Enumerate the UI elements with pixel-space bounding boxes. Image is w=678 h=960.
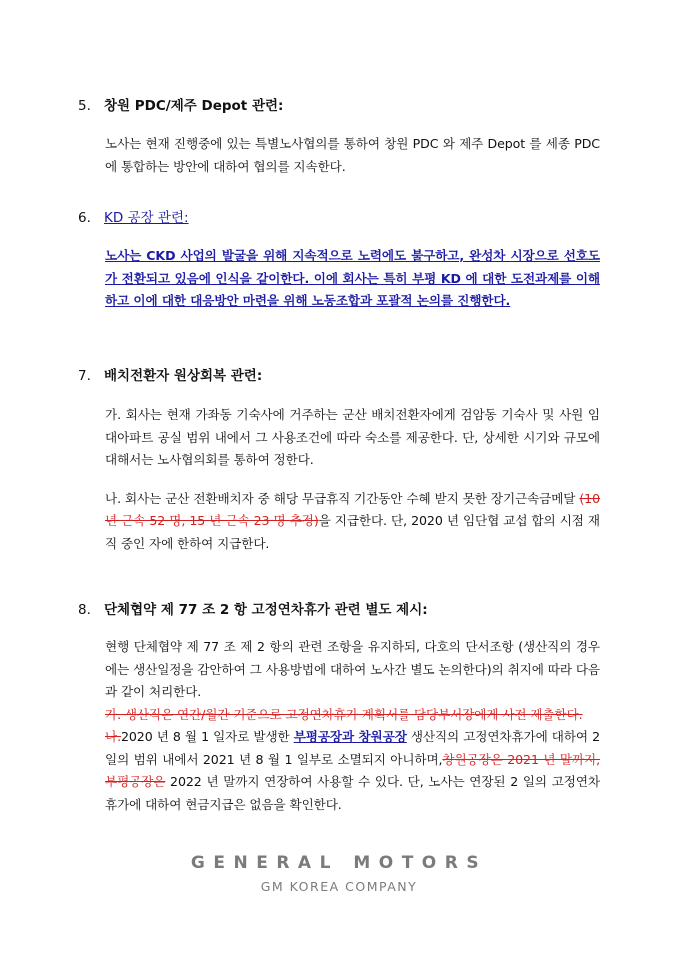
section-title: 배치전환자 원상회복 관련: bbox=[104, 368, 263, 384]
highlighted-plants: 부평공장과 창원공장 bbox=[293, 729, 407, 744]
section-7-para-ga: 가. 회사는 현재 가좌동 기숙사에 거주하는 군산 배치전환자에게 검암동 기숙사 및 사원 임대아파트 공실 범위 내에서 그 사용조건에 따라 숙소를 제공한다. 단, 상세한 시기와 규모에 대해서는 노사협의회를 통하여 정한다. bbox=[105, 407, 600, 467]
section-6-heading bbox=[78, 208, 600, 228]
brand-wordmark: GENERAL MOTORS bbox=[190, 853, 488, 873]
brand-subtitle: GM KOREA COMPANY bbox=[260, 879, 418, 894]
section-5-heading bbox=[78, 96, 600, 116]
section-number: 7. bbox=[78, 368, 91, 384]
section-8-para-na bbox=[78, 726, 600, 816]
section-number: 8. bbox=[78, 602, 91, 618]
text-run: 2020 년 8 월 1 일자로 발생한 bbox=[120, 729, 294, 744]
struck-text: 창원공장은 2021 년 말까지, 부평공장은 bbox=[105, 751, 600, 789]
section-6-body: 노사는 CKD 사업의 발굴을 위해 지속적으로 노력에도 불구하고, 완성차 시장으로 선호도가 전환되고 있음에 인식을 같이한다. 이에 회사는 특히 부평 KD 에 대한 도전과제를 이해하고 이에 대한 대응방안 마련을 위해 노동조합과 포괄적 논의를 진행한다. bbox=[105, 248, 600, 308]
section-7 bbox=[78, 366, 600, 555]
section-7-heading bbox=[78, 366, 600, 386]
section-8 bbox=[78, 600, 600, 816]
text-run: 생산직의 고정연차휴가에 대하여 2 일의 범위 내에서 2021 년 8 월 1 일부로 소멸되지 아니하며, bbox=[105, 729, 600, 767]
section-8-para-intro: 현행 단체협약 제 77 조 제 2 항의 관련 조항을 유지하되, 다호의 단서조항 (생산직의 경우에는 생산일정을 감안하여 그 사용방법에 대하여 노사간 별도 논의한다)의 취지에 따라 다음과 같이 처리한다. bbox=[105, 639, 600, 699]
text-run: 2022 년 말까지 연장하여 사용할 수 있다. 단, 노사는 연장된 2 일의 고정연차휴가에 대하여 현금지급은 없음을 확인한다. bbox=[105, 774, 600, 812]
section-6 bbox=[78, 208, 600, 313]
struck-text: 나. bbox=[105, 729, 121, 744]
section-title: 단체협약 제 77 조 2 항 고정연차휴가 관련 별도 제시: bbox=[104, 602, 428, 618]
section-8-heading bbox=[78, 600, 600, 620]
section-number: 6. bbox=[78, 210, 91, 226]
section-title: 창원 PDC/제주 Depot 관련: bbox=[104, 98, 284, 114]
footer-logo bbox=[0, 853, 678, 894]
section-title: KD 공장 관련: bbox=[104, 210, 189, 226]
section-number: 5. bbox=[78, 98, 91, 114]
section-7-para-na bbox=[78, 488, 600, 556]
section-8-struck-ga: 가. 생산직은 연간/월간 기준으로 고정연차휴가 계획서를 담당부서장에게 사전 제출한다. bbox=[105, 706, 583, 722]
text-run: 나. 회사는 군산 전환배치자 중 해당 무급휴직 기간동안 수혜 받지 못한 장기근속금메달 bbox=[105, 490, 580, 506]
text-run: 을 지급한다. 단, 2020 년 임단협 교섭 합의 시점 재직 중인 자에 한하여 지급한다. bbox=[105, 513, 600, 551]
section-5-body: 노사는 현재 진행중에 있는 특별노사협의를 통하여 창원 PDC 와 제주 Depot 를 세종 PDC 에 통합하는 방안에 대하여 협의를 지속한다. bbox=[105, 136, 600, 174]
section-5 bbox=[78, 96, 600, 178]
struck-text: (10 년 근속 52 명, 15 년 근속 23 명 추정) bbox=[105, 490, 600, 528]
